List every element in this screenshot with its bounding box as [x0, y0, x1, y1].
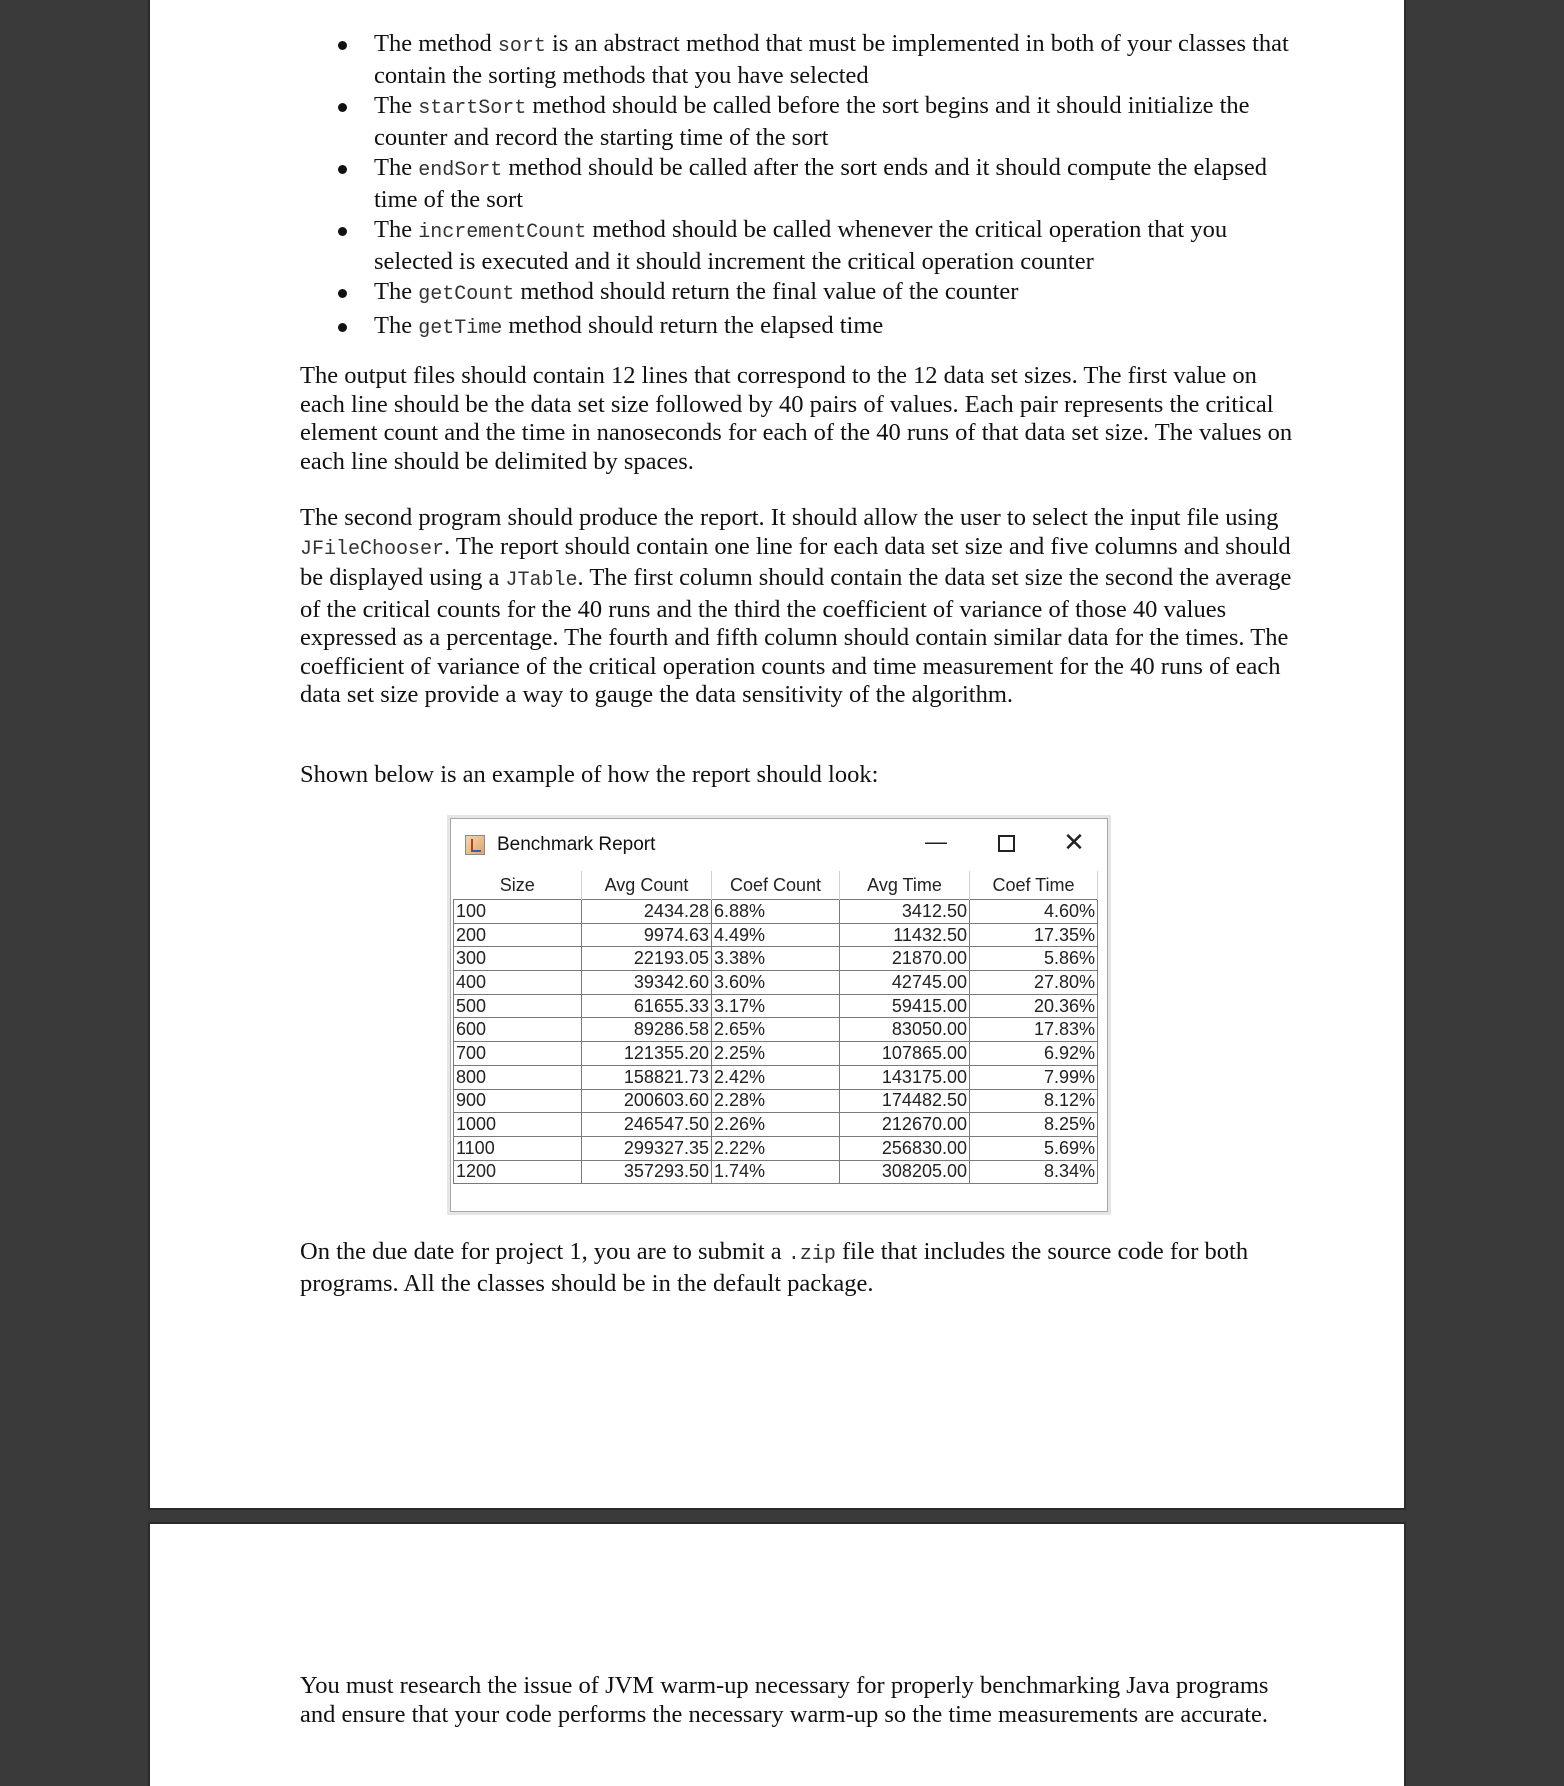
cell-coef-count[interactable]: 2.26% [712, 1113, 840, 1137]
column-header-coef-time[interactable]: Coef Time [970, 871, 1098, 900]
table-row[interactable] [454, 1065, 1098, 1089]
cell-size[interactable]: 900 [454, 1089, 582, 1113]
method-bullet-list [150, 30, 1408, 345]
bullet-item-startsort: The startSort method should be called before the sort begins and it should initialize the counter and record the starting time of the sort [150, 92, 1408, 152]
cell-coef-time[interactable]: 20.36% [970, 994, 1098, 1018]
cell-avg-time[interactable]: 143175.00 [840, 1065, 970, 1089]
window-titlebar[interactable] [451, 819, 1107, 863]
cell-coef-count[interactable]: 1.74% [712, 1160, 840, 1184]
table-row[interactable] [454, 994, 1098, 1018]
cell-size[interactable]: 1100 [454, 1136, 582, 1160]
cell-avg-count[interactable]: 246547.50 [582, 1113, 712, 1137]
report-table [453, 871, 1098, 1184]
bullet-item-endsort: The endSort method should be called after the sort ends and it should compute the elapsed time of the sort [150, 154, 1408, 214]
cell-coef-time[interactable]: 6.92% [970, 1042, 1098, 1066]
bullet-item-getcount: The getCount method should return the final value of the counter [150, 278, 1408, 310]
bullet-dot [338, 289, 347, 298]
cell-avg-count[interactable]: 39342.60 [582, 971, 712, 995]
table-row[interactable] [454, 1089, 1098, 1113]
cell-coef-time[interactable]: 17.83% [970, 1018, 1098, 1042]
cell-size[interactable]: 400 [454, 971, 582, 995]
bullet-dot [338, 323, 347, 332]
cell-avg-time[interactable]: 212670.00 [840, 1113, 970, 1137]
cell-size[interactable]: 700 [454, 1042, 582, 1066]
cell-coef-count[interactable]: 2.65% [712, 1018, 840, 1042]
bullet-dot [338, 165, 347, 174]
cell-avg-time[interactable]: 308205.00 [840, 1160, 970, 1184]
cell-avg-time[interactable]: 174482.50 [840, 1089, 970, 1113]
bullet-dot [338, 103, 347, 112]
cell-size[interactable]: 1000 [454, 1113, 582, 1137]
cell-avg-count[interactable]: 200603.60 [582, 1089, 712, 1113]
column-header-avg-time[interactable]: Avg Time [840, 871, 970, 900]
window-title: Benchmark Report [497, 834, 656, 855]
cell-coef-time[interactable]: 17.35% [970, 923, 1098, 947]
java-app-icon [465, 835, 485, 855]
cell-avg-count[interactable]: 158821.73 [582, 1065, 712, 1089]
cell-avg-time[interactable]: 3412.50 [840, 900, 970, 924]
paragraph-output-files: The output files should contain 12 lines that correspond to the 12 data set sizes. The first value on each line should be the data set size followed by 40 pairs of values. Each pair represents the critical element count and the time in nanoseconds for each of the 40 runs of that data set size. The values on each line should be delimited by spaces. [300, 362, 1293, 475]
document-page-2 [148, 1522, 1406, 1786]
table-row[interactable] [454, 947, 1098, 971]
bullet-dot [338, 227, 347, 236]
cell-coef-count[interactable]: 3.17% [712, 994, 840, 1018]
cell-coef-time[interactable]: 7.99% [970, 1065, 1098, 1089]
cell-coef-time[interactable]: 8.34% [970, 1160, 1098, 1184]
cell-size[interactable]: 300 [454, 947, 582, 971]
cell-size[interactable]: 800 [454, 1065, 582, 1089]
maximize-button[interactable] [983, 827, 1029, 857]
cell-coef-count[interactable]: 4.49% [712, 923, 840, 947]
cell-avg-count[interactable]: 22193.05 [582, 947, 712, 971]
minimize-button[interactable]: — [925, 829, 947, 854]
column-header-avg-count[interactable]: Avg Count [582, 871, 712, 900]
cell-coef-count[interactable]: 6.88% [712, 900, 840, 924]
cell-coef-time[interactable]: 27.80% [970, 971, 1098, 995]
table-row[interactable] [454, 1136, 1098, 1160]
cell-avg-count[interactable]: 2434.28 [582, 900, 712, 924]
report-table-body [454, 900, 1098, 1184]
table-row[interactable] [454, 900, 1098, 924]
table-row[interactable] [454, 1113, 1098, 1137]
cell-avg-count[interactable]: 61655.33 [582, 994, 712, 1018]
cell-coef-count[interactable]: 2.28% [712, 1089, 840, 1113]
cell-coef-time[interactable]: 5.86% [970, 947, 1098, 971]
table-row[interactable] [454, 1160, 1098, 1184]
bullet-item-incrementcount: The incrementCount method should be called whenever the critical operation that you selected is executed and it should increment the critical operation counter [150, 216, 1408, 276]
cell-avg-time[interactable]: 59415.00 [840, 994, 970, 1018]
table-row[interactable] [454, 1018, 1098, 1042]
cell-avg-count[interactable]: 9974.63 [582, 923, 712, 947]
maximize-icon [998, 835, 1015, 852]
cell-avg-time[interactable]: 21870.00 [840, 947, 970, 971]
paragraph-jvm-warmup: You must research the issue of JVM warm-up necessary for properly benchmarking Java programs and ensure that your code performs the necessary warm-up so the time measurements are accurate. [300, 1672, 1269, 1728]
cell-coef-count[interactable]: 2.42% [712, 1065, 840, 1089]
cell-avg-time[interactable]: 256830.00 [840, 1136, 970, 1160]
cell-coef-count[interactable]: 2.25% [712, 1042, 840, 1066]
cell-coef-time[interactable]: 5.69% [970, 1136, 1098, 1160]
cell-avg-count[interactable]: 299327.35 [582, 1136, 712, 1160]
bullet-dot [338, 41, 347, 50]
cell-avg-count[interactable]: 89286.58 [582, 1018, 712, 1042]
cell-size[interactable]: 500 [454, 994, 582, 1018]
paragraph-shown-below: Shown below is an example of how the report should look: [300, 761, 879, 788]
cell-avg-time[interactable]: 42745.00 [840, 971, 970, 995]
cell-coef-time[interactable]: 4.60% [970, 900, 1098, 924]
column-header-size[interactable]: Size [454, 871, 582, 900]
cell-coef-time[interactable]: 8.12% [970, 1089, 1098, 1113]
cell-coef-count[interactable]: 3.60% [712, 971, 840, 995]
bullet-item-sort: The method sort is an abstract method that must be implemented in both of your classes that contain the sorting methods that you have selected [150, 30, 1408, 90]
cell-size[interactable]: 200 [454, 923, 582, 947]
bullet-item-gettime: The getTime method should return the elapsed time [150, 312, 1408, 344]
cell-avg-time[interactable]: 107865.00 [840, 1042, 970, 1066]
paragraph-second-program: The second program should produce the report. It should allow the user to select the input file using JFileChooser. The report should contain one line for each data set size and five columns and should be displayed using a JTable. The first column should contain the data set size the second the average of the critical counts for the 40 runs and the third the coefficient of variance of those 40 values expressed as a percentage. The fourth and fifth column should contain similar data for the times. The coefficient of variance of the critical operation counts and time measurement for the 40 runs of each data set size provide a way to gauge the data sensitivity of the algorithm. [300, 504, 1292, 708]
cell-avg-time[interactable]: 11432.50 [840, 923, 970, 947]
cell-coef-count[interactable]: 3.38% [712, 947, 840, 971]
column-header-coef-count[interactable]: Coef Count [712, 871, 840, 900]
table-row[interactable] [454, 923, 1098, 947]
table-row[interactable] [454, 971, 1098, 995]
close-button[interactable]: ✕ [1063, 827, 1085, 857]
cell-coef-time[interactable]: 8.25% [970, 1113, 1098, 1137]
cell-size[interactable]: 100 [454, 900, 582, 924]
cell-size[interactable]: 1200 [454, 1160, 582, 1184]
paragraph-due-date: On the due date for project 1, you are to submit a .zip file that includes the source code for both programs. All the classes should be in the default package. [300, 1238, 1249, 1297]
cell-coef-count[interactable]: 2.22% [712, 1136, 840, 1160]
cell-size[interactable]: 600 [454, 1018, 582, 1042]
document-page-1 [148, 0, 1406, 1510]
cell-avg-count[interactable]: 357293.50 [582, 1160, 712, 1184]
benchmark-report-window [450, 818, 1108, 1212]
table-row[interactable] [454, 1042, 1098, 1066]
cell-avg-count[interactable]: 121355.20 [582, 1042, 712, 1066]
cell-avg-time[interactable]: 83050.00 [840, 1018, 970, 1042]
table-header-row [454, 871, 1098, 900]
